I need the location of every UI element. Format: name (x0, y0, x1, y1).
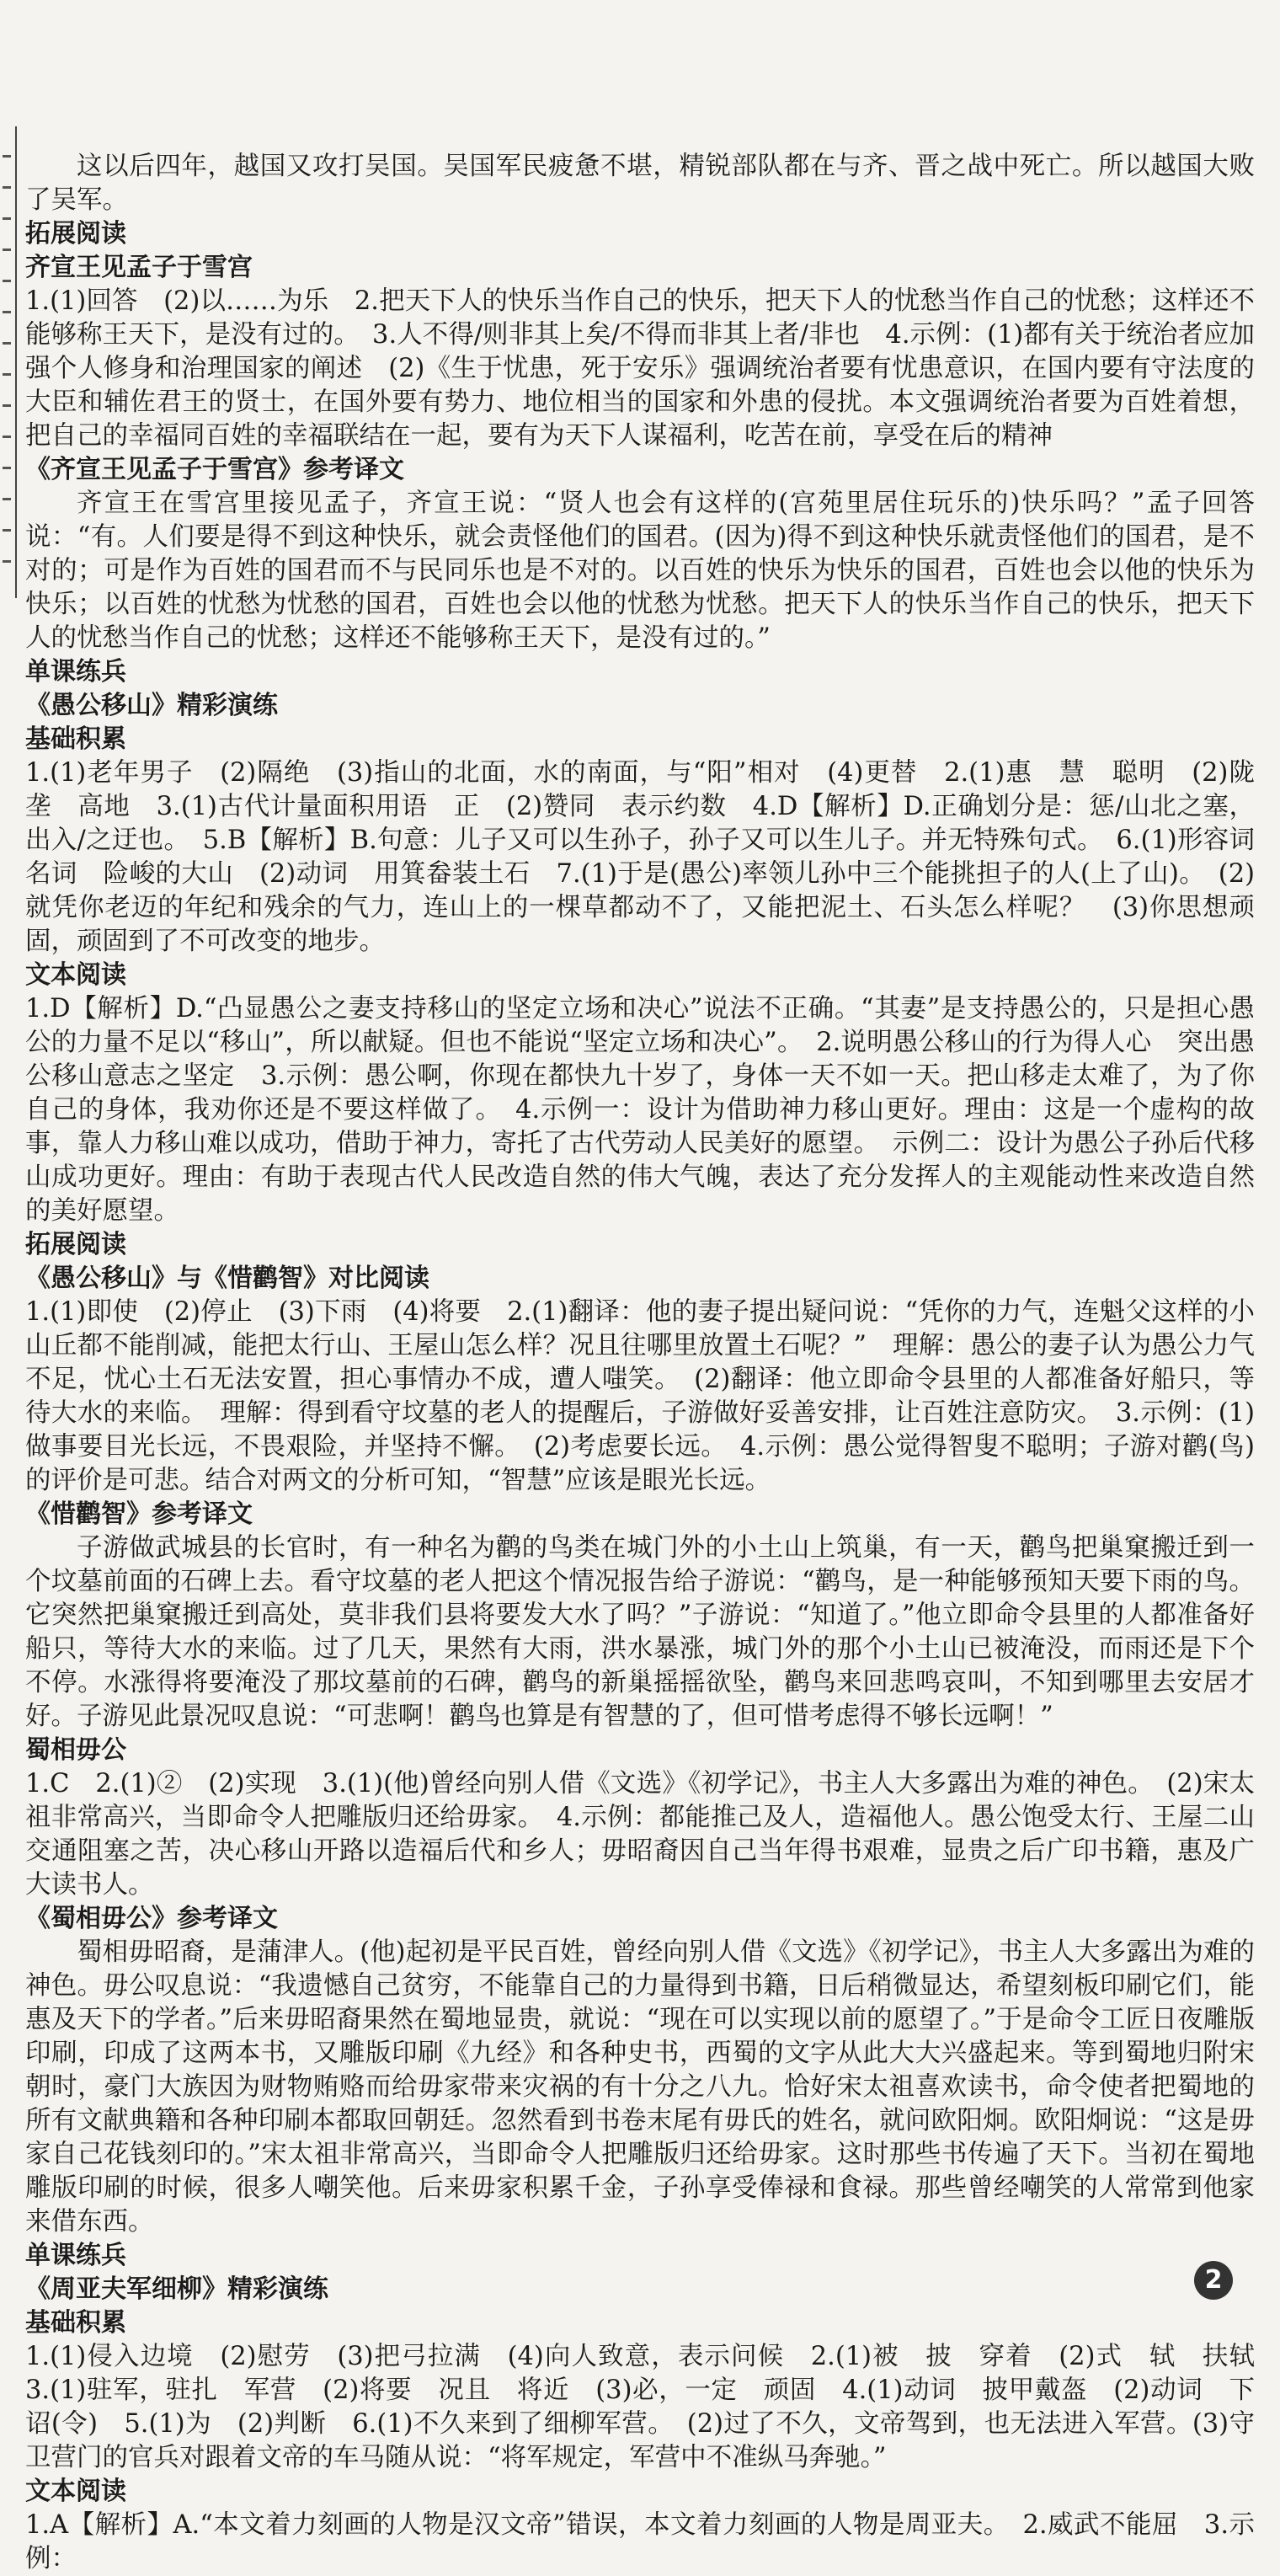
answer-paragraph: 1.(1)侵入边境 (2)慰劳 (3)把弓拉满 (4)向人致意，表示问候 2.(1)被 披 穿着 (2)式 轼 扶轼 3.(1)驻军，驻扎 军营 (2)将要 况且 将近 (3)必，一定 顽固 4.(1)动词 披甲戴盔 (2)动词 下诏(令) 5.(1)为 (2)判断 6.(1)不久来到了细柳军营。 (2)过了不久，文帝驾到，也无法进入军营。(3)守卫营门的官兵对跟着文帝的车马随从说：“将军规定，军营中不准纵马奔驰。” (25, 2342, 1280, 2472)
answer-paragraph: 1.A【解析】A.“本文着力刻画的人物是汉文帝”错误，本文着力刻画的人物是周亚夫。 2.威武不能屈 3.示例： (25, 2510, 1255, 2573)
section-heading: 蜀相毋公 (25, 1735, 126, 1765)
page-number-badge: 2 (1194, 2261, 1233, 2300)
translation-paragraph: 齐宣王在雪宫里接见孟子，齐宣王说：“贤人也会有这样的(宫苑里居住玩乐的)快乐吗？”孟子回答说：“有。人们要是得不到这种快乐，就会责怪他们的国君。(因为)得不到这种快乐就责怪他们的国君，是不对的；可是作为百姓的国君而不与民同乐也是不对的。以百姓的快乐为快乐的国君，百姓也会以他的快乐为快乐；以百姓的忧愁为忧愁的国君，百姓也会以他的忧愁为忧愁。把天下人的快乐当作自己的快乐，把天下人的忧愁当作自己的忧愁；这样还不能够称王天下，是没有过的。” (25, 489, 1255, 653)
answer-page-body (25, 150, 1280, 2576)
section-heading: 基础积累 (25, 724, 126, 754)
answer-paragraph: 1.C 2.(1)② (2)实现 3.(1)(他)曾经向别人借《文选》《初学记》，书主人大多露出为难的神色。 (2)宋太祖非常高兴，当即命令人把雕版归还给毋家。 4.示例：都能推己及人，造福他人。愚公饱受太行、王屋二山交通阻塞之苦，决心移山开路以造福后代和乡人；毋昭裔因自己当年得书艰难，显贵之后广印书籍，惠及广大读书人。 (25, 1769, 1255, 1900)
answer-paragraph: 这以后四年，越国又攻打吴国。吴国军民疲惫不堪，精锐部队都在与齐、晋之战中死亡。所以越国大败了吴军。 (25, 152, 1255, 215)
section-heading: 《愚公移山》与《惜鹳智》对比阅读 (25, 1264, 429, 1293)
answer-paragraph: 1.(1)即使 (2)停止 (3)下雨 (4)将要 2.(1)翻译：他的妻子提出疑问说：“凭你的力气，连魁父这样的小山丘都不能削减，能把太行山、王屋山怎么样？况且往哪里放置土石呢？” 理解：愚公的妻子认为愚公力气不足，忧心土石无法安置，担心事情办不成，遭人嗤笑。 (2)翻译：他立即命令县里的人都准备好船只，等待大水的来临。 理解：得到看守坟墓的老人的提醒后，子游做好妥善安排，让百姓注意防灾。 3.示例：(1)做事要目光长远，不畏艰险，并坚持不懈。 (2)考虑要长远。 4.示例：愚公觉得智叟不聪明；子游对鹳(鸟)的评价是可悲。结合对两文的分析可知，“智慧”应该是眼光长远。 (25, 1297, 1255, 1495)
section-heading: 《齐宣王见孟子于雪宫》参考译文 (25, 455, 404, 484)
section-heading: 《蜀相毋公》参考译文 (25, 1904, 278, 1933)
section-heading: 文本阅读 (25, 2477, 126, 2506)
section-heading: 《愚公移山》精彩演练 (25, 691, 278, 720)
translation-paragraph: 蜀相毋昭裔，是蒲津人。(他)起初是平民百姓，曾经向别人借《文选》《初学记》，书主人大多露出为难的神色。毋公叹息说：“我遗憾自己贫穷，不能靠自己的力量得到书籍，日后稍微显达，希望刻板印刷它们，能惠及天下的学者。”后来毋昭裔果然在蜀地显贵，就说：“现在可以实现以前的愿望了。”于是命令工匠日夜雕版印刷，印成了这两本书，又雕版印刷《九经》和各种史书，西蜀的文字从此大大兴盛起来。等到蜀地归附宋朝时，豪门大族因为财物贿赂而给毋家带来灾祸的有十分之八九。恰好宋太祖喜欢读书，命令使者把蜀地的所有文献典籍和各种印刷本都取回朝廷。忽然看到书卷末尾有毋氏的姓名，就问欧阳炯。欧阳炯说：“这是毋家自己花钱刻印的。”宋太祖非常高兴，当即命令人把雕版归还给毋家。这时那些书传遍了天下。当初在蜀地雕版印刷的时候，很多人嘲笑他。后来毋家积累千金，子孙享受俸禄和食禄。那些曾经嘲笑的人常常到他家来借东西。 (25, 1937, 1255, 2237)
section-heading: 拓展阅读 (25, 1230, 126, 1259)
answer-paragraph: 1.(1)回答 (2)以……为乐 2.把天下人的快乐当作自己的快乐，把天下人的忧愁当作自己的忧愁；这样还不能够称王天下，是没有过的。 3.人不得/则非其上矣/不得而非其上者/非也 4.示例：(1)都有关于统治者应加强个人修身和治理国家的阐述 (2)《生于忧患，死于安乐》强调统治者要有忧患意识，在国内要有守法度的大臣和辅佐君王的贤士，在国外要有势力、地位相当的国家和外患的侵扰。本文强调统治者要为百姓着想，把自己的幸福同百姓的幸福联结在一起，要有为天下人谋福利，吃苦在前，享受在后的精神 (25, 286, 1255, 451)
section-heading: 文本阅读 (25, 960, 126, 990)
translation-paragraph: 子游做武城县的长官时，有一种名为鹳的鸟类在城门外的小土山上筑巢，有一天，鹳鸟把巢窠搬迁到一个坟墓前面的石碑上去。看守坟墓的老人把这个情况报告给子游说：“鹳鸟，是一种能够预知天要下雨的鸟。它突然把巢窠搬迁到高处，莫非我们县将要发大水了吗？”子游说：“知道了。”他立即命令县里的人都准备好船只，等待大水的来临。过了几天，果然有大雨，洪水暴涨，城门外的那个小土山已被淹没，而雨还是下个不停。水涨得将要淹没了那坟墓前的石碑，鹳鸟的新巢摇摇欲坠，鹳鸟来回悲鸣哀叫，不知到哪里去安居才好。子游见此景况叹息说：“可悲啊！鹳鸟也算是有智慧的了，但可惜考虑得不够长远啊！” (25, 1533, 1255, 1731)
answer-paragraph: 1.(1)老年男子 (2)隔绝 (3)指山的北面，水的南面，与“阳”相对 (4)更替 2.(1)惠 慧 聪明 (2)陇 垄 高地 3.(1)古代计量面积用语 正 (2)赞同 表示约数 4.D【解析】D.正确划分是：惩/山北之塞，出入/之迂也。 5.B【解析】B.句意：儿子又可以生孙子，孙子又可以生儿子。并无特殊句式。 6.(1)形容词 名词 险峻的大山 (2)动词 用箕畚装土石 7.(1)于是(愚公)率领儿孙中三个能挑担子的人(上了山)。 (2)就凭你老迈的年纪和残余的气力，连山上的一棵草都动不了，又能把泥土、石头怎么样呢？ (3)你思想顽固，顽固到了不可改变的地步。 (25, 758, 1280, 956)
section-heading: 拓展阅读 (25, 219, 126, 249)
section-heading: 单课练兵 (25, 657, 126, 687)
answer-paragraph: 1.D【解析】D.“凸显愚公之妻支持移山的坚定立场和决心”说法不正确。“其妻”是支持愚公的，只是担心愚公的力量不足以“移山”，所以献疑。但也不能说“坚定立场和决心”。 2.说明愚公移山的行为得人心 突出愚公移山意志之坚定 3.示例：愚公啊，你现在都快九十岁了，身体一天不如一天。把山移走太难了，为了你自己的身体，我劝你还是不要这样做了。 4.示例一：设计为借助神力移山更好。理由：这是一个虚构的故事，靠人力移山难以成功，借助于神力，寄托了古代劳动人民美好的愿望。 示例二：设计为愚公子孙后代移山成功更好。理由：有助于表现古代人民改造自然的伟大气魄，表达了充分发挥人的主观能动性来改造自然的美好愿望。 (25, 994, 1255, 1226)
section-heading: 基础积累 (25, 2308, 126, 2338)
section-heading: 单课练兵 (25, 2241, 126, 2270)
section-heading: 齐宣王见孟子于雪宫 (25, 253, 253, 282)
binding-margin (0, 126, 17, 598)
section-heading: 《惜鹳智》参考译文 (25, 1499, 253, 1529)
section-heading: 《周亚夫军细柳》精彩演练 (25, 2274, 328, 2304)
